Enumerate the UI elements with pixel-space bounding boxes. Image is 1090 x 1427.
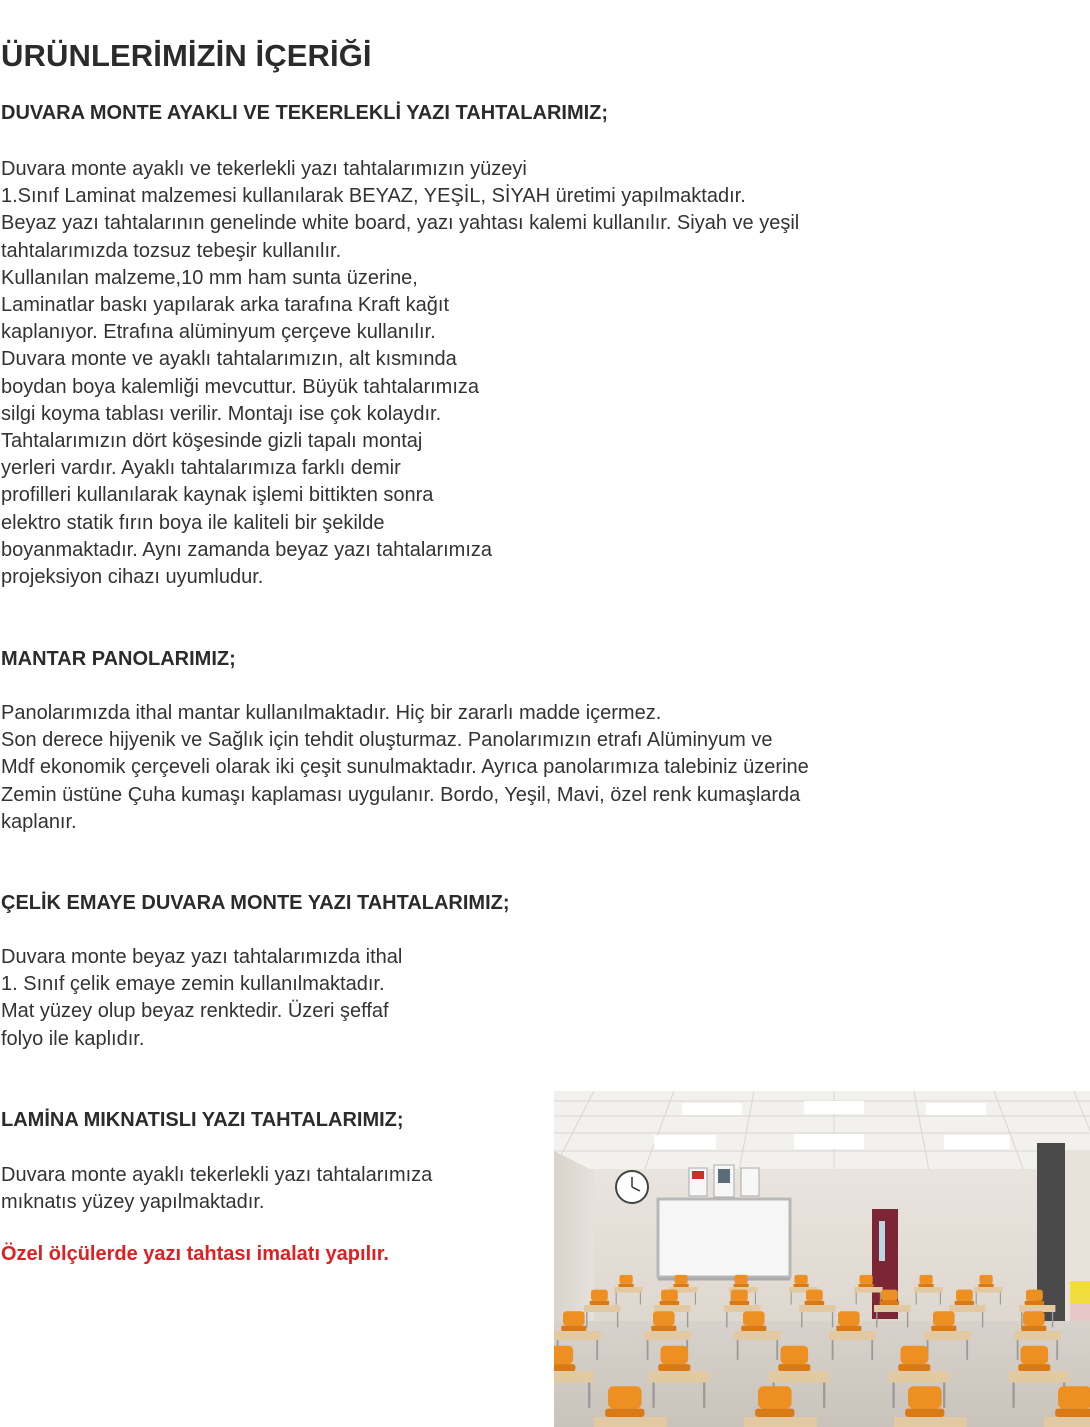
text-line: profilleri kullanılarak kaynak işlemi bittikten sonra bbox=[1, 484, 434, 507]
text-line: projeksiyon cihazı uyumludur. bbox=[1, 566, 264, 589]
section-text-steel-enamel bbox=[1, 944, 402, 1053]
text-line: kaplanır. bbox=[1, 810, 77, 833]
text-line: Kullanılan malzeme,10 mm ham sunta üzerine, bbox=[1, 266, 418, 289]
custom-size-notice: Özel ölçülerde yazı tahtası imalatı yapılır. bbox=[1, 1243, 389, 1265]
text-line: 1.Sınıf Laminat malzemesi kullanılarak BEYAZ, YEŞİL, SİYAH üretimi yapılmaktadır. bbox=[1, 185, 746, 208]
text-line: yerleri vardır. Ayaklı tahtalarımıza farklı demir bbox=[1, 457, 401, 480]
text-line: Duvara monte beyaz yazı tahtalarımızda ithal bbox=[1, 946, 403, 968]
text-line: Duvara monte ayaklı ve tekerlekli yazı tahtalarımızın yüzeyi bbox=[1, 158, 527, 180]
text-line: mıknatıs yüzey yapılmaktadır. bbox=[1, 1191, 265, 1214]
classroom-photo bbox=[554, 1091, 1090, 1427]
text-line: Duvara monte ayaklı tekerlekli yazı tahtalarımıza bbox=[1, 1164, 433, 1186]
text-line: Tahtalarımızın dört köşesinde gizli tapalı montaj bbox=[1, 430, 423, 453]
section-text-magnetic-boards bbox=[1, 1162, 432, 1216]
text-line: Mdf ekonomik çerçeveli olarak iki çeşit sunulmaktadır. Ayrıca panolarımıza talebiniz üzerine bbox=[1, 756, 809, 779]
section-heading-whiteboards: DUVARA MONTE AYAKLI VE TEKERLEKLİ YAZI TAHTALARIMIZ; bbox=[1, 102, 609, 124]
section-text-whiteboards bbox=[1, 156, 799, 591]
text-line: Son derece hijyenik ve Sağlık için tehdit oluşturmaz. Panolarımızın etrafı Alüminyum ve bbox=[1, 729, 773, 752]
text-line: Mat yüzey olup beyaz renktedir. Üzeri şeffaf bbox=[1, 1000, 389, 1023]
text-line: elektro statik fırın boya ile kaliteli bir şekilde bbox=[1, 511, 385, 534]
text-line: Beyaz yazı tahtalarının genelinde white board, yazı yahtası kalemi kullanılır. Siyah ve yeşil bbox=[1, 212, 800, 235]
page-title: ÜRÜNLERİMİZİN İÇERİĞİ bbox=[1, 38, 372, 73]
text-line: Zemin üstüne Çuha kumaşı kaplaması uygulanır. Bordo, Yeşil, Mavi, özel renk kumaşlarda bbox=[1, 783, 801, 806]
section-text-cork-boards bbox=[1, 700, 809, 836]
text-line: folyo ile kaplıdır. bbox=[1, 1027, 145, 1050]
text-line: Laminatlar baskı yapılarak arka tarafına Kraft kağıt bbox=[1, 294, 449, 317]
text-line: Panolarımızda ithal mantar kullanılmaktadır. Hiç bir zararlı madde içermez. bbox=[1, 702, 662, 724]
text-line: boydan boya kalemliği mevcuttur. Büyük tahtalarımıza bbox=[1, 375, 480, 398]
section-heading-steel-enamel: ÇELİK EMAYE DUVARA MONTE YAZI TAHTALARIMIZ; bbox=[1, 892, 510, 914]
text-line: boyanmaktadır. Aynı zamanda beyaz yazı tahtalarımıza bbox=[1, 538, 493, 561]
text-line: Duvara monte ve ayaklı tahtalarımızın, alt kısmında bbox=[1, 348, 457, 371]
text-line: 1. Sınıf çelik emaye zemin kullanılmaktadır. bbox=[1, 973, 385, 996]
section-heading-magnetic-boards: LAMİNA MIKNATISLI YAZI TAHTALARIMIZ; bbox=[1, 1109, 404, 1131]
text-line: silgi koyma tablası verilir. Montajı ise çok kolaydır. bbox=[1, 402, 442, 425]
text-line: kaplanıyor. Etrafına alüminyum çerçeve kullanılır. bbox=[1, 321, 436, 344]
section-heading-cork-boards: MANTAR PANOLARIMIZ; bbox=[1, 648, 236, 670]
text-line: tahtalarımızda tozsuz tebeşir kullanılır. bbox=[1, 239, 342, 262]
